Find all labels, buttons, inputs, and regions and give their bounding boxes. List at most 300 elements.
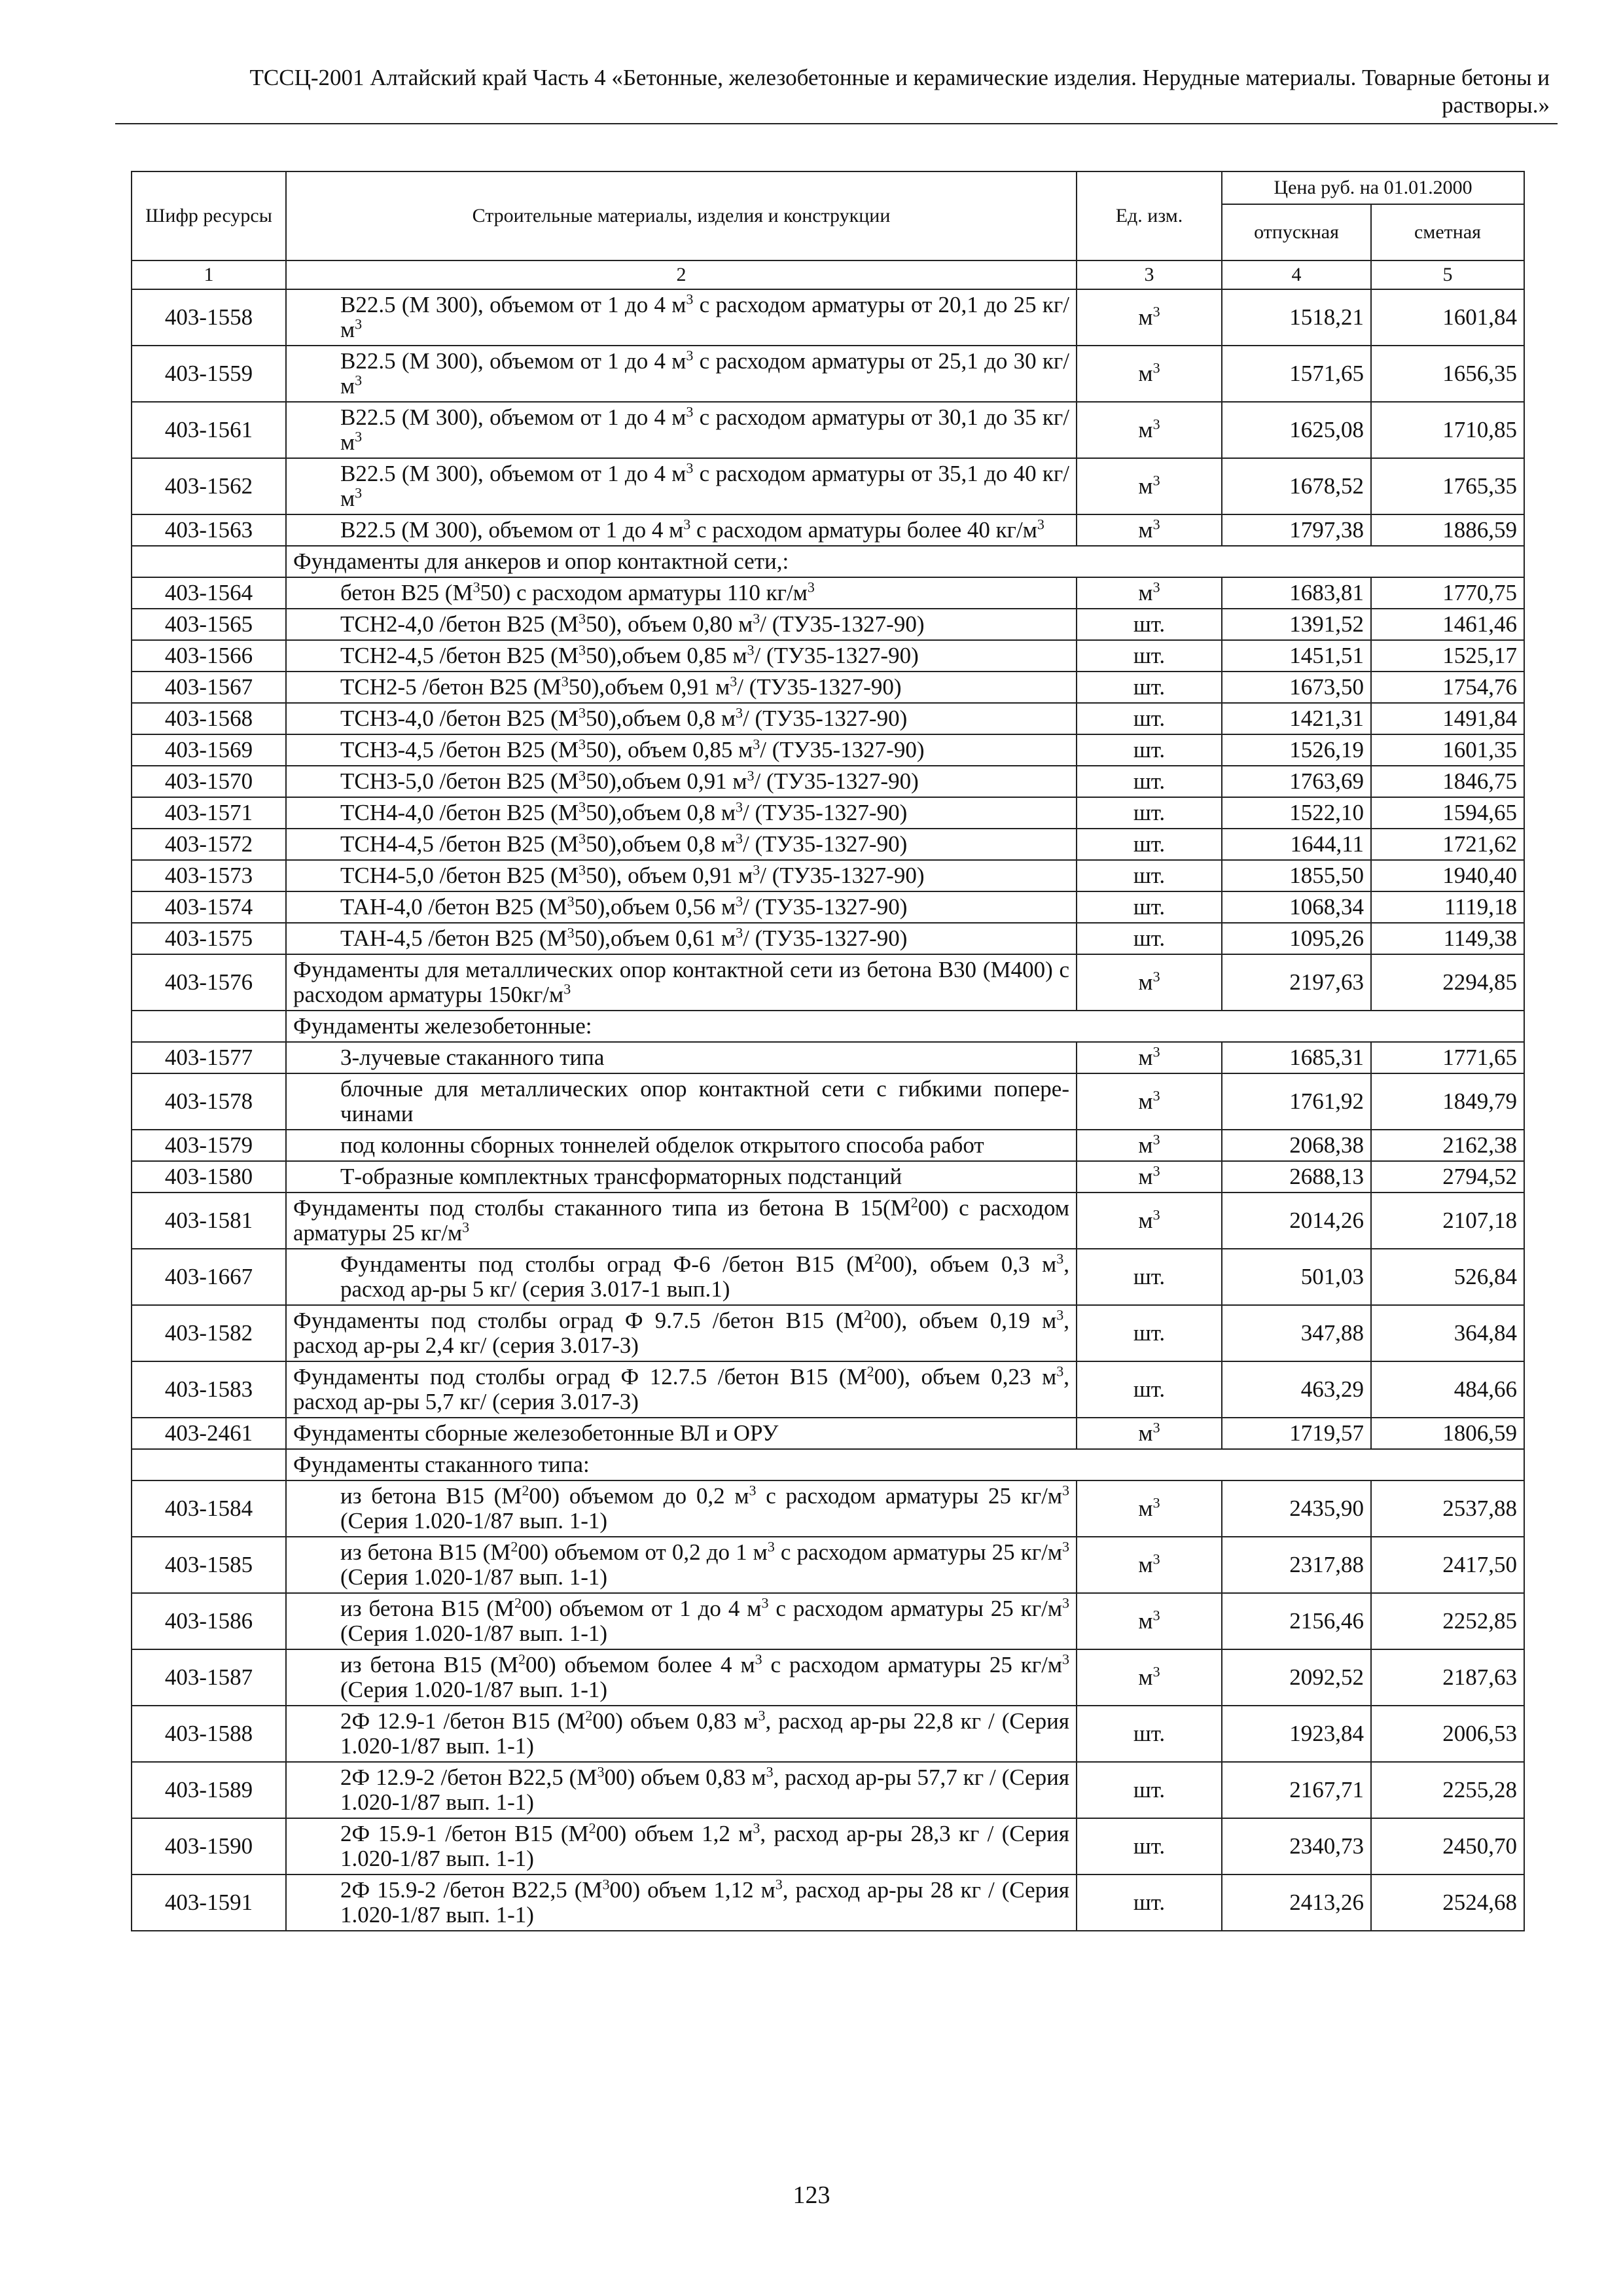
unit: [1077, 1305, 1222, 1361]
name-text: с расходом арматуры от 25,1 до 30 кг/м: [340, 348, 1069, 399]
table-row: [132, 1193, 1524, 1249]
superscript: 3: [775, 1876, 783, 1893]
resource-code: 403-1587: [132, 1649, 286, 1706]
price-release: 1644,11: [1222, 829, 1371, 860]
material-name: [286, 734, 1077, 766]
unit: [1077, 1537, 1222, 1593]
resource-code: 403-1559: [132, 346, 286, 402]
price-estimate: 1886,59: [1371, 514, 1524, 546]
resource-code: 403-1578: [132, 1073, 286, 1130]
table-row: [132, 1480, 1524, 1537]
table-row: [132, 954, 1524, 1011]
name-text: 50),объем 0,8 м: [585, 800, 736, 825]
price-estimate: 1710,85: [1371, 402, 1524, 458]
unit: [1077, 640, 1222, 672]
name-text: ТСН2-4,0 /бетон В25 (М: [340, 611, 579, 637]
superscript: 3: [355, 372, 363, 389]
resource-code: 403-1562: [132, 458, 286, 514]
name-text: ТСН2-4,5 /бетон В25 (М: [340, 643, 579, 668]
table-header-row: [132, 171, 1524, 204]
price-release: 2435,90: [1222, 1480, 1371, 1537]
name-text: ТАН-4,0 /бетон В25 (М: [340, 894, 567, 920]
table-row: [132, 640, 1524, 672]
unit-text: шт.: [1133, 737, 1166, 762]
superscript: 3: [1056, 1363, 1064, 1380]
name-text: из бетона В15 (М: [340, 1539, 511, 1565]
unit-text: шт.: [1133, 1890, 1166, 1915]
name-text: 00) объем 1,12 м: [609, 1877, 776, 1903]
price-estimate: 1940,40: [1371, 860, 1524, 891]
price-release: 1797,38: [1222, 514, 1371, 546]
name-text: , расход ар-ры 2,4 кг/ (серия 3.017-3): [293, 1308, 1069, 1358]
table-row: [132, 346, 1524, 402]
material-name: [286, 703, 1077, 734]
resource-code: 403-1590: [132, 1818, 286, 1874]
name-text: 00) объемом более 4 м: [525, 1652, 755, 1677]
header-line-2: растворы.»: [1442, 92, 1550, 118]
superscript: 3: [462, 1219, 470, 1236]
unit: [1077, 1706, 1222, 1762]
unit: [1077, 766, 1222, 797]
name-text: / (ТУ35-1327-90): [754, 643, 919, 668]
section-title: Фундаменты стаканного типа:: [286, 1449, 1524, 1480]
resource-code: 403-2461: [132, 1418, 286, 1449]
table-row: [132, 672, 1524, 703]
material-name: [286, 458, 1077, 514]
name-text: 50),объем 0,8 м: [585, 706, 736, 731]
resource-code: 403-1579: [132, 1130, 286, 1161]
material-name: [286, 1073, 1077, 1130]
page-number: 123: [793, 2181, 830, 2209]
name-text: (Серия 1.020-1/87 вып. 1-1): [340, 1677, 608, 1702]
resource-code: 403-1581: [132, 1193, 286, 1249]
name-text: , расход ар-ры 22,8 кг / (Серия 1.020-1/87 вып. 1-1): [340, 1708, 1069, 1759]
price-release: 1518,21: [1222, 289, 1371, 346]
unit: [1077, 860, 1222, 891]
superscript: 3: [758, 1707, 766, 1724]
superscript: 3: [686, 291, 694, 308]
price-estimate: 2417,50: [1371, 1537, 1524, 1593]
section-row: [132, 1011, 1524, 1042]
unit-text: м: [1138, 361, 1153, 386]
material-name: [286, 1249, 1077, 1305]
name-text: блочные для металлических опор контактной сети с гибкими попере-чинами: [340, 1076, 1069, 1126]
unit: [1077, 346, 1222, 402]
resource-code: 403-1561: [132, 402, 286, 458]
unit-text: шт.: [1133, 1320, 1166, 1346]
superscript: 3: [578, 861, 586, 878]
name-text: 50), объем 0,91 м: [585, 863, 753, 888]
name-text: 00) объем 0,83 м: [604, 1765, 766, 1790]
price-estimate: 364,84: [1371, 1305, 1524, 1361]
price-release: 501,03: [1222, 1249, 1371, 1305]
name-text: , расход ар-ры 57,7 кг / (Серия 1.020-1/87 вып. 1-1): [340, 1765, 1069, 1815]
table-row: [132, 1249, 1524, 1305]
resource-code: 403-1566: [132, 640, 286, 672]
unit-superscript: 3: [1152, 1607, 1160, 1624]
name-text: ТСН3-5,0 /бетон В25 (М: [340, 768, 579, 794]
material-name: [286, 1361, 1077, 1418]
table-row: [132, 860, 1524, 891]
table-row: [132, 402, 1524, 458]
unit: [1077, 1193, 1222, 1249]
unit-text: шт.: [1133, 925, 1166, 951]
resource-code: 403-1591: [132, 1874, 286, 1931]
name-text: ТСН3-4,5 /бетон В25 (М: [340, 737, 579, 762]
name-text: 00), объем 0,3 м: [881, 1251, 1057, 1277]
table-row: [132, 289, 1524, 346]
col-code-header: Шифр ресурсы: [132, 171, 286, 260]
table-row: [132, 1161, 1524, 1193]
material-name: [286, 829, 1077, 860]
name-text: 2Ф 15.9-1 /бетон В15 (М: [340, 1821, 589, 1846]
name-text: ТСН4-5,0 /бетон В25 (М: [340, 863, 579, 888]
name-text: 00), объем 0,23 м: [874, 1364, 1057, 1390]
resource-code: 403-1565: [132, 609, 286, 640]
name-text: 50),объем 0,85 м: [585, 643, 747, 668]
price-estimate: 484,66: [1371, 1361, 1524, 1418]
price-release: 1761,92: [1222, 1073, 1371, 1130]
price-release: 2156,46: [1222, 1593, 1371, 1649]
price-estimate: 1721,62: [1371, 829, 1524, 860]
resource-code: 403-1569: [132, 734, 286, 766]
name-text: Фундаменты под столбы оград Ф 9.7.5 /бетон В15 (М: [293, 1308, 864, 1333]
name-text: 50),объем 0,91 м: [585, 768, 747, 794]
superscript: 3: [1062, 1538, 1069, 1555]
unit-superscript: 3: [1152, 579, 1160, 596]
header-rule: [115, 123, 1558, 124]
unit-text: м: [1138, 517, 1153, 543]
table-row: [132, 703, 1524, 734]
material-name: [286, 609, 1077, 640]
name-text: / (ТУ35-1327-90): [743, 894, 908, 920]
material-name: [286, 1480, 1077, 1537]
header-line-1: ТССЦ-2001 Алтайский край Часть 4 «Бетонные, железобетонные и керамические изделия. Нерудные материалы. Товарные бетоны и: [249, 65, 1550, 90]
name-text: (Серия 1.020-1/87 вып. 1-1): [340, 1621, 608, 1646]
unit: [1077, 1161, 1222, 1193]
name-text: 00) объем 1,2 м: [596, 1821, 753, 1846]
unit-superscript: 3: [1152, 1043, 1160, 1060]
price-release: 1625,08: [1222, 402, 1371, 458]
unit: [1077, 1249, 1222, 1305]
table-row: [132, 1818, 1524, 1874]
price-estimate: 1149,38: [1371, 923, 1524, 954]
superscript: 2: [866, 1363, 874, 1380]
material-name: [286, 1818, 1077, 1874]
price-estimate: 1754,76: [1371, 672, 1524, 703]
unit-text: м: [1138, 1608, 1153, 1634]
unit-text: шт.: [1133, 643, 1166, 668]
resource-code: 403-1667: [132, 1249, 286, 1305]
resource-code: 403-1558: [132, 289, 286, 346]
material-name: [286, 1649, 1077, 1706]
name-text: с расходом арматуры 25 кг/м: [774, 1539, 1062, 1565]
name-text: 50) с расходом арматуры 110 кг/м: [480, 580, 808, 605]
superscript: 2: [863, 1306, 871, 1323]
table-row: [132, 734, 1524, 766]
resource-code: 403-1580: [132, 1161, 286, 1193]
col-unit-header: Ед. изм.: [1077, 171, 1222, 260]
superscript: 2: [510, 1538, 518, 1555]
price-estimate: 1806,59: [1371, 1418, 1524, 1449]
unit: [1077, 1762, 1222, 1818]
price-release: 2068,38: [1222, 1130, 1371, 1161]
price-estimate: 1601,35: [1371, 734, 1524, 766]
unit-text: шт.: [1133, 768, 1166, 794]
unit: [1077, 1418, 1222, 1449]
material-name: [286, 766, 1077, 797]
material-name: [286, 346, 1077, 402]
unit: [1077, 289, 1222, 346]
unit: [1077, 891, 1222, 923]
unit-text: шт.: [1133, 831, 1166, 857]
unit-text: м: [1138, 304, 1153, 330]
name-text: / (ТУ35-1327-90): [742, 800, 908, 825]
unit: [1077, 797, 1222, 829]
col-name-header: Строительные материалы, изделия и конструкции: [286, 171, 1077, 260]
unit-text: м: [1138, 1664, 1153, 1690]
superscript: 3: [747, 767, 755, 784]
name-text: 50),объем 0,91 м: [568, 674, 730, 700]
resource-code: 403-1589: [132, 1762, 286, 1818]
name-text: 2Ф 15.9-2 /бетон В22,5 (М: [340, 1877, 603, 1903]
unit-superscript: 3: [1152, 1494, 1160, 1511]
price-estimate: 1119,18: [1371, 891, 1524, 923]
table-row: [132, 797, 1524, 829]
unit-text: шт.: [1133, 1376, 1166, 1402]
unit-superscript: 3: [1152, 968, 1160, 985]
name-text: 00), объем 0,19 м: [870, 1308, 1057, 1333]
resource-code: 403-1567: [132, 672, 286, 703]
price-estimate: 1846,75: [1371, 766, 1524, 797]
price-release: 1923,84: [1222, 1706, 1371, 1762]
price-release: 2167,71: [1222, 1762, 1371, 1818]
name-text: Фундаменты под столбы оград Ф-6 /бетон В15 (М: [340, 1251, 874, 1277]
name-text: ТСН4-4,5 /бетон В25 (М: [340, 831, 579, 857]
material-name: [286, 954, 1077, 1011]
material-name: [286, 1418, 1077, 1449]
table-row: [132, 1537, 1524, 1593]
name-text: В22.5 (М 300), объемом от 1 до 4 м: [340, 404, 687, 430]
name-text: с расходом арматуры 25 кг/м: [768, 1596, 1062, 1621]
name-text: , расход ар-ры 28,3 кг / (Серия 1.020-1/87 вып. 1-1): [340, 1821, 1069, 1871]
unit-text: м: [1138, 473, 1153, 499]
price-release: 463,29: [1222, 1361, 1371, 1418]
name-text: Фундаменты под столбы стаканного типа из бетона В 15(М: [293, 1195, 911, 1221]
table-row: [132, 1649, 1524, 1706]
col-number: 3: [1077, 260, 1222, 289]
name-text: Фундаменты для металлических опор контактной сети из бетона В30 (М400) с расходом арматуры 150кг/м: [293, 957, 1069, 1007]
superscript: 3: [578, 830, 586, 847]
material-name: [286, 289, 1077, 346]
name-text: / (ТУ35-1327-90): [760, 737, 925, 762]
name-text: 00) объемом от 0,2 до 1 м: [518, 1539, 768, 1565]
superscript: 3: [753, 861, 760, 878]
unit: [1077, 1042, 1222, 1073]
name-text: ТСН4-4,0 /бетон В25 (М: [340, 800, 579, 825]
unit: [1077, 577, 1222, 609]
price-release: 1678,52: [1222, 458, 1371, 514]
name-text: В22.5 (М 300), объемом от 1 до 4 м: [340, 348, 687, 374]
superscript: 3: [355, 484, 363, 501]
unit-superscript: 3: [1152, 1162, 1160, 1179]
unit-text: шт.: [1133, 611, 1166, 637]
material-name: [286, 1193, 1077, 1249]
name-text: Т-образные комплектных трансформаторных подстанций: [340, 1164, 902, 1189]
superscript: 3: [578, 641, 586, 658]
superscript: 3: [597, 1763, 605, 1780]
material-name: [286, 1537, 1077, 1593]
unit-superscript: 3: [1152, 416, 1160, 433]
unit: [1077, 1130, 1222, 1161]
page-header: [115, 64, 1550, 119]
price-estimate: 2107,18: [1371, 1193, 1524, 1249]
superscript: 3: [473, 579, 480, 596]
price-release: 1421,31: [1222, 703, 1371, 734]
name-text: ТАН-4,5 /бетон В25 (М: [340, 925, 567, 951]
unit-text: м: [1138, 1420, 1153, 1446]
name-text: бетон В25 (М: [340, 580, 473, 605]
resource-code: 403-1563: [132, 514, 286, 546]
resource-code: 403-1586: [132, 1593, 286, 1649]
price-release: 2197,63: [1222, 954, 1371, 1011]
superscript: 3: [567, 893, 575, 910]
superscript: 3: [766, 1763, 774, 1780]
name-text: В22.5 (М 300), объемом от 1 до 4 м: [340, 461, 687, 486]
resource-code: 403-1585: [132, 1537, 286, 1593]
unit-text: м: [1138, 1088, 1153, 1114]
superscript: 3: [736, 924, 743, 941]
col-price-estimate-header: сметная: [1371, 204, 1524, 260]
col-number: 5: [1371, 260, 1524, 289]
price-release: 1451,51: [1222, 640, 1371, 672]
resource-code: 403-1568: [132, 703, 286, 734]
material-name: [286, 891, 1077, 923]
name-text: Фундаменты сборные железобетонные ВЛ и ОРУ: [293, 1420, 779, 1446]
price-estimate: 2450,70: [1371, 1818, 1524, 1874]
section-row: [132, 1449, 1524, 1480]
name-text: / (ТУ35-1327-90): [742, 831, 908, 857]
unit: [1077, 954, 1222, 1011]
table-row: [132, 1593, 1524, 1649]
superscript: 3: [767, 1538, 775, 1555]
name-text: / (ТУ35-1327-90): [760, 863, 925, 888]
table-row: [132, 923, 1524, 954]
table-row: [132, 514, 1524, 546]
col-price-header: Цена руб. на 01.01.2000: [1222, 171, 1524, 204]
name-text: (Серия 1.020-1/87 вып. 1-1): [340, 1564, 608, 1590]
superscript: 3: [736, 893, 743, 910]
unit-text: м: [1138, 580, 1153, 605]
table-row: [132, 766, 1524, 797]
superscript: 3: [578, 798, 586, 816]
unit: [1077, 402, 1222, 458]
material-name: [286, 1130, 1077, 1161]
section-code-cell: [132, 1449, 286, 1480]
unit-text: м: [1138, 417, 1153, 442]
resource-code: 403-1576: [132, 954, 286, 1011]
material-name: [286, 860, 1077, 891]
table-row: [132, 1042, 1524, 1073]
material-name: [286, 402, 1077, 458]
superscript: 3: [1056, 1306, 1064, 1323]
unit-superscript: 3: [1152, 1087, 1160, 1104]
material-name: [286, 797, 1077, 829]
price-estimate: 1765,35: [1371, 458, 1524, 514]
superscript: 3: [735, 830, 743, 847]
unit-text: м: [1138, 1132, 1153, 1158]
superscript: 2: [514, 1594, 522, 1611]
unit-superscript: 3: [1152, 303, 1160, 320]
col-price-release-header: отпускная: [1222, 204, 1371, 260]
name-text: В22.5 (М 300), объемом от 1 до 4 м: [340, 517, 684, 543]
unit: [1077, 734, 1222, 766]
unit-superscript: 3: [1152, 1206, 1160, 1223]
name-text: (Серия 1.020-1/87 вып. 1-1): [340, 1508, 608, 1534]
unit-text: шт.: [1133, 1721, 1166, 1746]
unit-text: м: [1138, 1496, 1153, 1521]
name-text: В22.5 (М 300), объемом от 1 до 4 м: [340, 292, 687, 317]
superscript: 3: [735, 704, 743, 721]
price-estimate: 1461,46: [1371, 609, 1524, 640]
name-text: / (ТУ35-1327-90): [743, 925, 908, 951]
table-row: [132, 577, 1524, 609]
superscript: 3: [578, 736, 586, 753]
name-text: 00) с расходом арматуры 25 кг/м: [293, 1195, 1070, 1246]
material-name: [286, 1161, 1077, 1193]
material-name: [286, 577, 1077, 609]
unit-superscript: 3: [1152, 1551, 1160, 1568]
unit: [1077, 1874, 1222, 1931]
resource-code: 403-1584: [132, 1480, 286, 1537]
unit-text: м: [1138, 1552, 1153, 1577]
name-text: / (ТУ35-1327-90): [760, 611, 925, 637]
price-release: 1683,81: [1222, 577, 1371, 609]
resource-code: 403-1573: [132, 860, 286, 891]
superscript: 3: [1061, 1651, 1069, 1668]
col-number: 4: [1222, 260, 1371, 289]
unit: [1077, 829, 1222, 860]
material-name: [286, 923, 1077, 954]
material-name: [286, 1706, 1077, 1762]
unit: [1077, 1073, 1222, 1130]
name-text: / (ТУ35-1327-90): [742, 706, 908, 731]
table-body: [132, 289, 1524, 1931]
price-estimate: 526,84: [1371, 1249, 1524, 1305]
unit: [1077, 923, 1222, 954]
price-estimate: 2255,28: [1371, 1762, 1524, 1818]
name-text: / (ТУ35-1327-90): [737, 674, 902, 700]
price-estimate: 2006,53: [1371, 1706, 1524, 1762]
name-text: , расход ар-ры 28 кг / (Серия 1.020-1/87 вып. 1-1): [340, 1877, 1069, 1928]
unit-text: шт.: [1133, 706, 1166, 731]
table-row: [132, 1073, 1524, 1130]
name-text: , расход ар-ры 5,7 кг/ (серия 3.017-3): [293, 1364, 1069, 1414]
unit-text: шт.: [1133, 863, 1166, 888]
price-estimate: 1525,17: [1371, 640, 1524, 672]
price-release: 1391,52: [1222, 609, 1371, 640]
unit-superscript: 3: [1152, 359, 1160, 376]
unit: [1077, 1361, 1222, 1418]
superscript: 3: [807, 579, 815, 596]
superscript: 3: [355, 315, 363, 332]
resource-code: 403-1575: [132, 923, 286, 954]
price-release: 2340,73: [1222, 1818, 1371, 1874]
superscript: 3: [355, 428, 363, 445]
unit-text: шт.: [1133, 1833, 1166, 1859]
name-text: 50),объем 0,8 м: [585, 831, 736, 857]
section-row: [132, 546, 1524, 577]
